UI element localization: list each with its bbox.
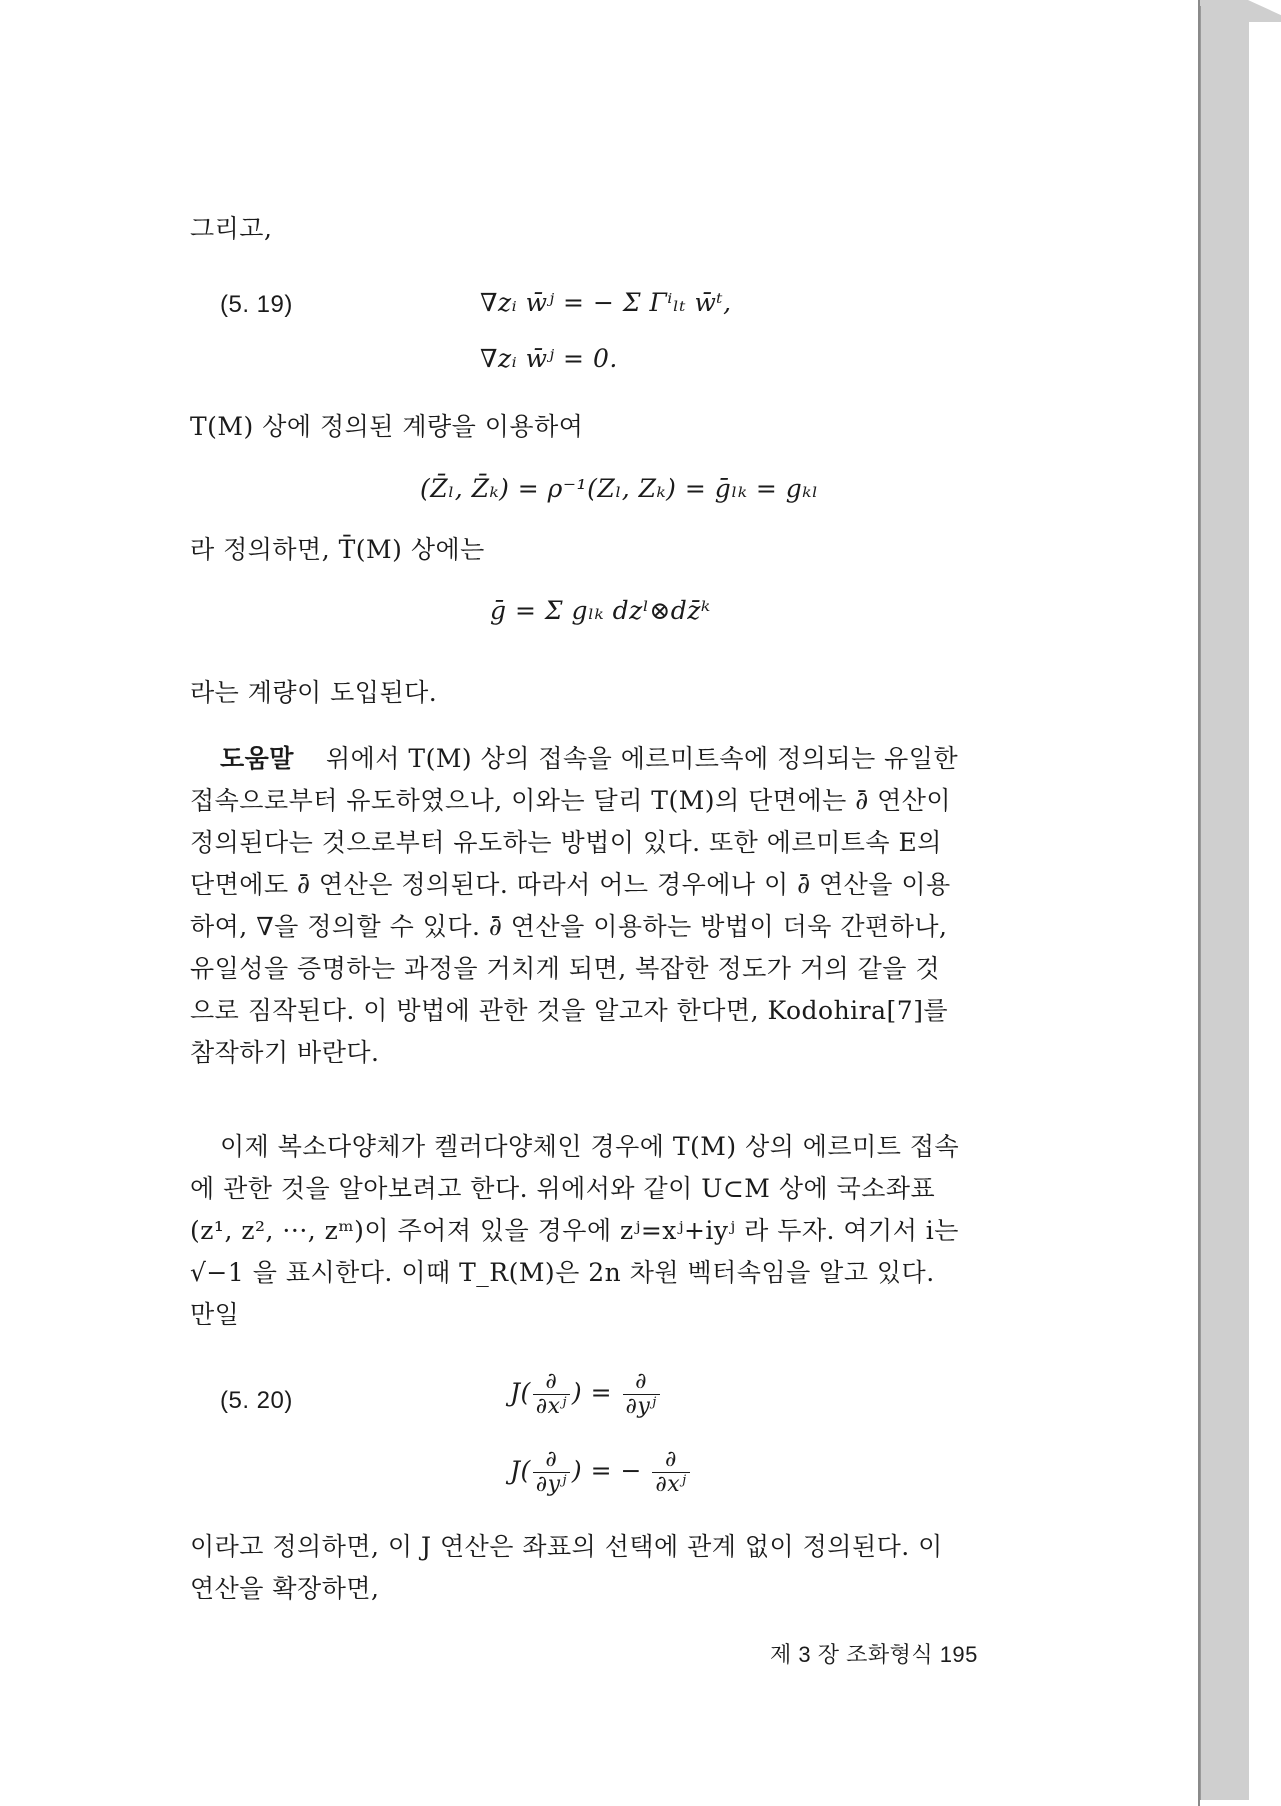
fraction-d-dxj — [533, 1370, 570, 1419]
paragraph-line-3: (z¹, z², ···, zᵐ)이 주어져 있을 경우에 zʲ=xʲ+iyʲ 라 두자. 여기서 i는 — [190, 1216, 959, 1245]
paragraph-line-5: 만일 — [190, 1300, 240, 1329]
paragraph-line-1: 이제 복소다양체가 켈러다양체인 경우에 T(M) 상의 에르미트 접속 — [220, 1132, 960, 1161]
equation-5-19-a: ∇zᵢ w̄ʲ = − Σ Γⁱₗₜ w̄ᵗ, — [480, 288, 732, 317]
fraction-d-dxj-b — [652, 1448, 689, 1497]
fraction-d-dyj-b — [533, 1448, 570, 1497]
line-intro: 그리고, — [190, 214, 273, 243]
remark-label: 도움말 — [220, 745, 294, 773]
paragraph-line-4: √−1 을 표시한다. 이때 T_R(M)은 2n 차원 벡터속임을 알고 있다. — [190, 1258, 935, 1287]
fraction-den: ∂xʲ — [655, 1472, 687, 1497]
line-metric-introduced: 라는 계량이 도입된다. — [190, 678, 438, 707]
page-footer: 제 3 장 조화형식 195 — [770, 1642, 978, 1667]
equation-5-19-b: ∇zᵢ w̄ʲ = 0. — [480, 344, 618, 373]
fraction-d-dyj — [623, 1370, 660, 1419]
remark-line-4: 단면에도 ∂̄ 연산은 정의된다. 따라서 어느 경우에나 이 ∂̄ 연산을 이용 — [190, 870, 951, 899]
equals-a: = — [590, 1378, 613, 1407]
line-j-defined: 이라고 정의하면, 이 J 연산은 좌표의 선택에 관계 없이 정의된다. 이 — [190, 1532, 943, 1561]
book-spine — [1200, 6, 1249, 1800]
line-metric-intro: T(M) 상에 정의된 계량을 이용하여 — [190, 412, 584, 441]
equation-g: ḡ = Σ gₗₖ dzˡ⊗dz̄ᵏ — [490, 596, 711, 625]
fraction-den: ∂yʲ — [625, 1394, 657, 1419]
fraction-num: ∂ — [533, 1448, 570, 1473]
fraction-den: ∂yʲ — [535, 1472, 567, 1497]
remark-line-3: 정의된다는 것으로부터 유도하는 방법이 있다. 또한 에르미트속 E의 — [190, 828, 942, 857]
remark-line-6: 유일성을 증명하는 과정을 거치게 되면, 복잡한 정도가 거의 같을 것 — [190, 954, 941, 983]
operator-j-a: J — [510, 1378, 521, 1407]
equation-number-5-19: (5. 19) — [220, 291, 293, 318]
line-extension: 연산을 확장하면, — [190, 1574, 380, 1603]
line-definition: 라 정의하면, T̄(M) 상에는 — [190, 535, 485, 564]
equals-minus-b: = − — [590, 1456, 642, 1485]
equation-5-20-b: J( $\frac{\partial}{\text{∂yʲ}}$ ) = − $\frac{\partial}{\text{∂xʲ}}$ — [510, 1448, 692, 1497]
fraction-num: ∂ — [623, 1370, 660, 1395]
remark-line-2: 접속으로부터 유도하였으나, 이와는 달리 T(M)의 단면에는 ∂̄ 연산이 — [190, 786, 952, 815]
equation-metric: (Z̄ₗ, Z̄ₖ) = ρ⁻¹(Zₗ, Zₖ) = ḡₗₖ = gₖₗ — [420, 474, 819, 503]
fraction-den: ∂xʲ — [535, 1394, 567, 1419]
equation-number-5-20: (5. 20) — [220, 1387, 293, 1414]
remark-line-5: 하여, ∇을 정의할 수 있다. ∂̄ 연산을 이용하는 방법이 더욱 간편하나, — [190, 912, 948, 941]
fraction-num: ∂ — [533, 1370, 570, 1395]
remark-line-8: 참작하기 바란다. — [190, 1038, 380, 1067]
equation-5-20-a: J( $\frac{\partial}{\text{∂xʲ}}$ ) = $\frac{\partial}{\text{∂yʲ}}$ — [510, 1370, 662, 1419]
fraction-num: ∂ — [652, 1448, 689, 1473]
remark-line-7: 으로 짐작된다. 이 방법에 관한 것을 알고자 한다면, Kodohira[7]를 — [190, 996, 949, 1025]
remark-line-1: 위에서 T(M) 상의 접속을 에르미트속에 정의되는 유일한 — [326, 744, 959, 773]
operator-j-b: J — [510, 1456, 521, 1485]
paragraph-line-2: 에 관한 것을 알아보려고 한다. 위에서와 같이 U⊂M 상에 국소좌표 — [190, 1174, 936, 1203]
